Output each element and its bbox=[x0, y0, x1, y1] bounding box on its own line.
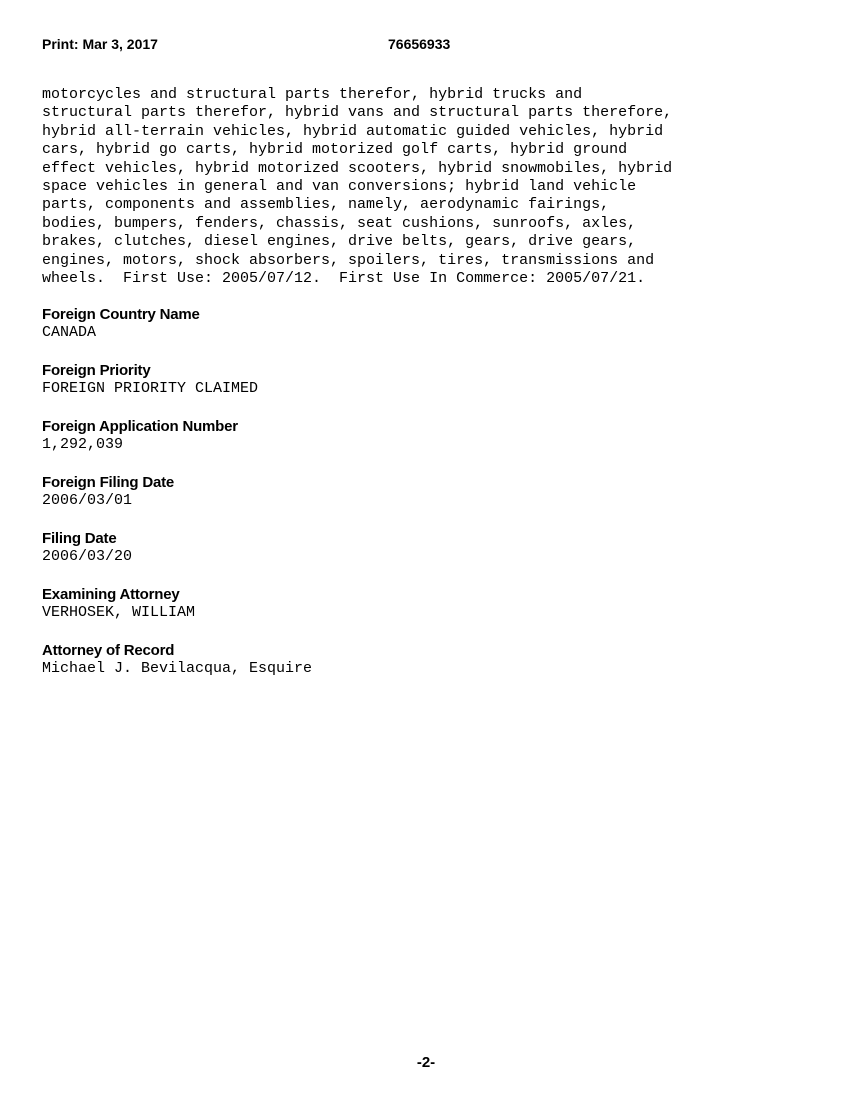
field-label: Filing Date bbox=[42, 530, 822, 548]
field-label: Foreign Filing Date bbox=[42, 474, 822, 492]
field-examining-attorney bbox=[42, 586, 822, 642]
field-attorney-of-record bbox=[42, 642, 822, 698]
record-fields bbox=[42, 306, 822, 698]
text-line: space vehicles in general and van conversions; hybrid land vehicle bbox=[42, 178, 832, 196]
field-foreign-filing-date bbox=[42, 474, 822, 530]
text-line: effect vehicles, hybrid motorized scooters, hybrid snowmobiles, hybrid bbox=[42, 160, 832, 178]
field-value: 2006/03/20 bbox=[42, 548, 822, 566]
text-line: wheels. First Use: 2005/07/12. First Use In Commerce: 2005/07/21. bbox=[42, 270, 832, 288]
text-line: structural parts therefor, hybrid vans and structural parts therefore, bbox=[42, 104, 832, 122]
field-label: Examining Attorney bbox=[42, 586, 822, 604]
print-date: Print: Mar 3, 2017 bbox=[42, 36, 158, 52]
page-header bbox=[42, 36, 822, 56]
field-foreign-priority bbox=[42, 362, 822, 418]
goods-services-text bbox=[42, 86, 832, 288]
text-line: cars, hybrid go carts, hybrid motorized golf carts, hybrid ground bbox=[42, 141, 832, 159]
field-foreign-country-name bbox=[42, 306, 822, 362]
field-value: VERHOSEK, WILLIAM bbox=[42, 604, 822, 622]
field-value: CANADA bbox=[42, 324, 822, 342]
field-label: Foreign Application Number bbox=[42, 418, 822, 436]
field-label: Foreign Priority bbox=[42, 362, 822, 380]
serial-number: 76656933 bbox=[388, 36, 450, 52]
field-filing-date bbox=[42, 530, 822, 586]
field-value: Michael J. Bevilacqua, Esquire bbox=[42, 660, 822, 678]
text-line: parts, components and assemblies, namely, aerodynamic fairings, bbox=[42, 196, 832, 214]
text-line: bodies, bumpers, fenders, chassis, seat cushions, sunroofs, axles, bbox=[42, 215, 832, 233]
text-line: brakes, clutches, diesel engines, drive belts, gears, drive gears, bbox=[42, 233, 832, 251]
text-line: hybrid all-terrain vehicles, hybrid automatic guided vehicles, hybrid bbox=[42, 123, 832, 141]
field-value: FOREIGN PRIORITY CLAIMED bbox=[42, 380, 822, 398]
text-line: engines, motors, shock absorbers, spoilers, tires, transmissions and bbox=[42, 252, 832, 270]
field-foreign-application-number bbox=[42, 418, 822, 474]
field-label: Attorney of Record bbox=[42, 642, 822, 660]
text-line: motorcycles and structural parts therefor, hybrid trucks and bbox=[42, 86, 832, 104]
page-number: -2- bbox=[0, 1054, 852, 1071]
field-value: 1,292,039 bbox=[42, 436, 822, 454]
field-value: 2006/03/01 bbox=[42, 492, 822, 510]
field-label: Foreign Country Name bbox=[42, 306, 822, 324]
